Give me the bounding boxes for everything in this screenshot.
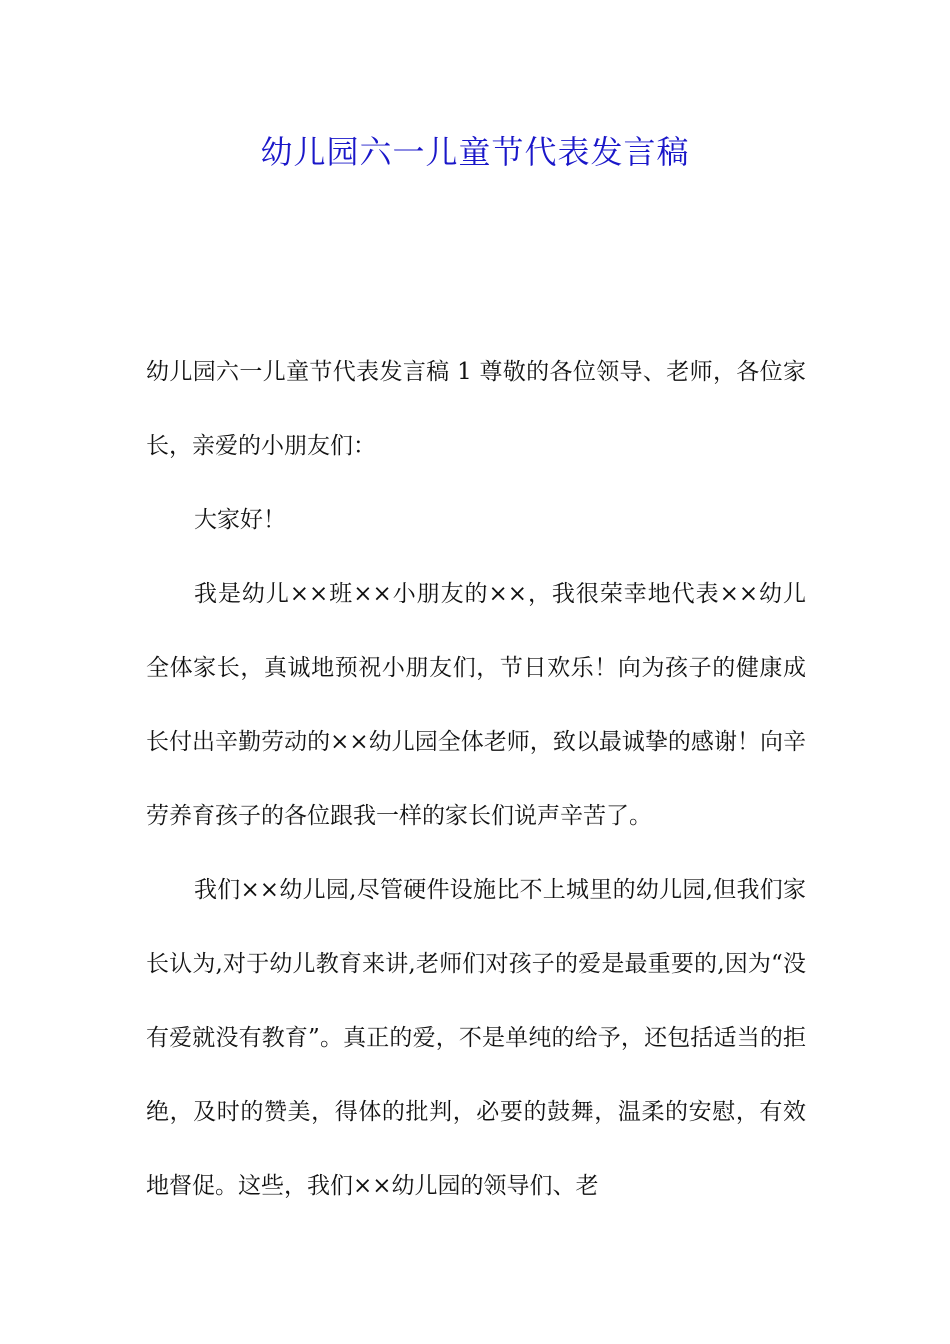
paragraph-kindergarten: 我们××幼儿园,尽管硬件设施比不上城里的幼儿园,但我们家长认为,对于幼儿教育来讲,老师们对孩子的爱是最重要的,因为“没有爱就没有教育”。真正的爱，不是单纯的给予，还包括适当的拒绝，及时的赞美，得体的批判，必要的鼓舞，温柔的安慰，有效地督促。这些，我们××幼儿园的领导们、老 (146, 877, 806, 1199)
paragraph-hello: 大家好！ (194, 507, 286, 533)
document-body (146, 335, 806, 1223)
paragraph-greeting: 幼儿园六一儿童节代表发言稿 1 尊敬的各位领导、老师，各位家长，亲爱的小朋友们： (146, 359, 806, 459)
document-title: 幼儿园六一儿童节代表发言稿 (260, 133, 690, 171)
paragraph-introduction: 我是幼儿××班××小朋友的××，我很荣幸地代表××幼儿全体家长，真诚地预祝小朋友们，节日欢乐！向为孩子的健康成长付出辛勤劳动的××幼儿园全体老师，致以最诚挚的感谢！向辛劳养育孩子的各位跟我一样的家长们说声辛苦了。 (146, 581, 806, 829)
